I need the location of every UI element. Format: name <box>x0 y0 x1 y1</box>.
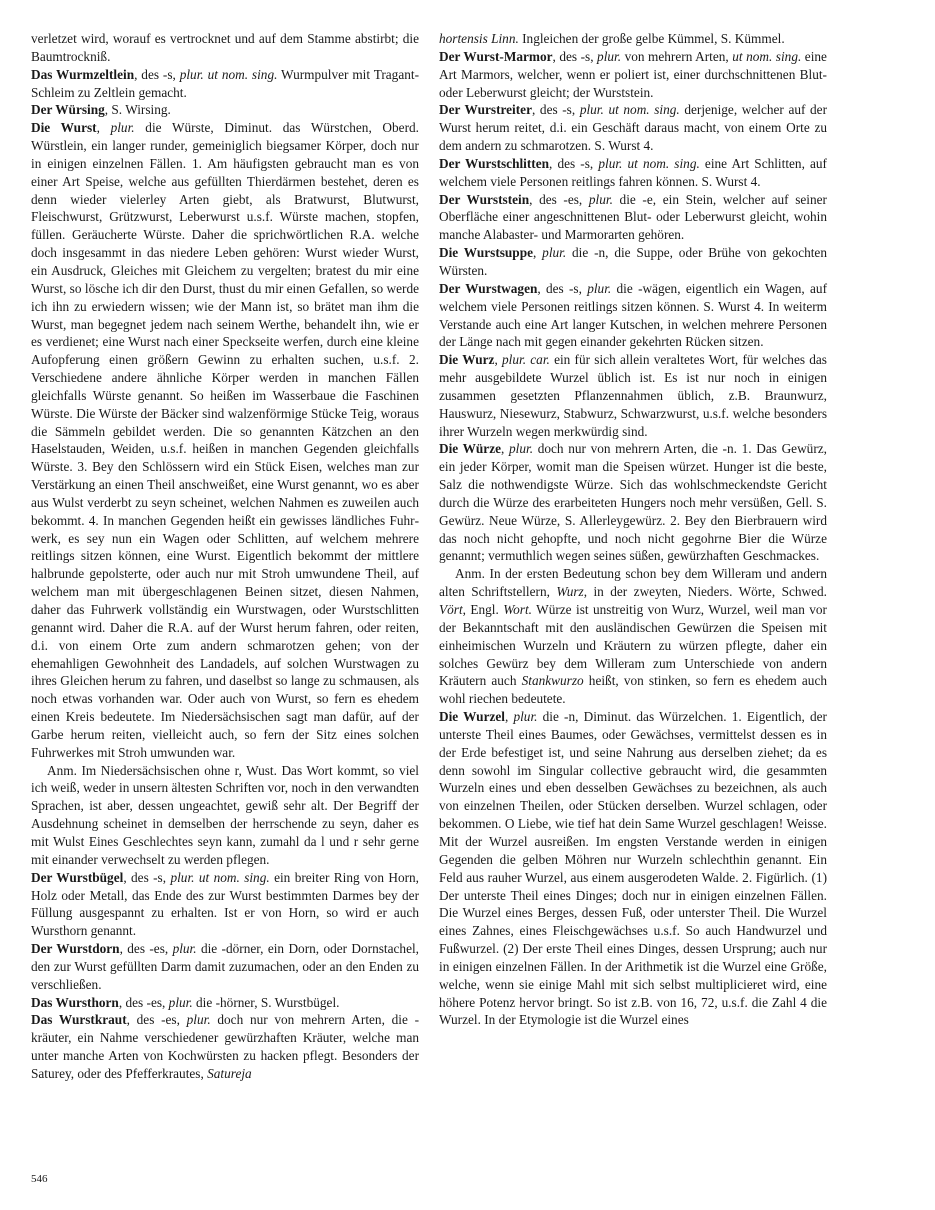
entry-headword: Das Wurmzeltlein <box>31 66 135 82</box>
dictionary-entry <box>31 869 419 940</box>
dictionary-entry <box>31 940 419 994</box>
italic-text: Vört <box>439 602 463 617</box>
entry-headword: Die Würze <box>439 441 502 457</box>
entry-text: die -n, die Suppe, oder Brühe von gekochten Würsten. <box>439 245 827 278</box>
entry-text: , des -es, <box>529 191 589 207</box>
italic-text: plur. ut nom. sing. <box>598 155 700 171</box>
dictionary-entry <box>31 119 419 761</box>
italic-text: plur. <box>597 48 622 64</box>
dictionary-entry <box>439 244 827 280</box>
italic-text: plur. <box>588 191 613 207</box>
entry-text: , Engl. <box>462 602 504 617</box>
entry-text: , S. Wirsing. <box>104 102 171 118</box>
entry-headword: Der Würsing <box>31 102 105 118</box>
entry-headword: Der Wurststein <box>439 191 530 207</box>
entry-headword: Die Wurstsuppe <box>439 245 534 261</box>
entry-text: , <box>533 245 543 261</box>
dictionary-entry <box>439 280 827 351</box>
dictionary-entry <box>31 101 419 119</box>
entry-headword: Der Wurstschlitten <box>439 155 550 171</box>
entry-text: die -wägen, eigentlich ein Wagen, auf welchem viele Personen reitlings sitzen können. S. Wurst 4. In weiterm Verstande auch eine Art langer Kutschen, in welchen mehrere Personen der Länge nach mit gegen einander gekehrten Rücken sitzen. <box>439 280 827 350</box>
entry-text: derjenige, welcher auf der Wurst herum reitet, d.i. ein Geschäft daraus macht, von einem Orte zu dem andern zu schmarotzen. S. Wurst 4. <box>439 102 828 154</box>
italic-text: plur. ut nom. sing. <box>170 869 270 885</box>
left-column <box>31 30 419 1083</box>
entry-text: , <box>494 352 503 368</box>
italic-text: plur. <box>587 280 612 296</box>
entry-text: , des -s, <box>134 66 180 82</box>
dictionary-entry <box>439 708 827 1029</box>
dictionary-entry <box>439 101 827 155</box>
dictionary-entry <box>439 30 827 48</box>
italic-text: plur. ut nom. sing. <box>179 66 278 82</box>
dictionary-entry <box>31 30 419 66</box>
dictionary-entry <box>439 155 827 191</box>
italic-text: Wort. <box>503 602 532 617</box>
entry-headword: Die Wurzel <box>439 709 505 725</box>
dictionary-entry <box>31 1011 419 1082</box>
entry-text: Anm. Im Niedersächsischen ohne r, Wust. Das Wort kommt, so viel ich weiß, weder in unsern ältesten Schriften vor, noch in den verwandten Sprachen, ist aber, dessen ungeachtet, gewiß sehr alt. Der Begriff der Ausdehnung scheinet in demselben der herrschende zu seyn, daher es mit Wulst Eines Geschlechtes seyn kann, zumahl da l und r sehr gerne mit einander verwechselt zu werden pflegen. <box>31 762 419 867</box>
entry-text: , des -s, <box>531 102 580 118</box>
entry-text: , des -s, <box>123 869 171 885</box>
entry-text: ein breiter Ring von Horn, Holz oder Metall, das Ende des zur Wurst bestimmten Darmes bey der Füllung ausgespannt zu erhalten. Ist er von Horn, so wird er auch Wursthorn genannt. <box>31 869 420 939</box>
entry-headword: Der Wurstdorn <box>31 941 120 957</box>
entry-text: eine Art Schlitten, auf welchem viele Personen reitlings fahren können. S. Wurst 4. <box>439 155 827 189</box>
italic-text: plur. <box>110 120 135 136</box>
dictionary-entry <box>31 994 419 1012</box>
entry-text: von mehrern Arten, <box>621 48 733 64</box>
entry-text: , des -s, <box>552 48 598 64</box>
italic-text: plur. <box>542 245 567 261</box>
entry-text: eine Art Marmors, welcher, wenn er poliert ist, einer durchschnittenen Blut- oder Leberwurst gleicht; der Wurststein. <box>439 48 827 100</box>
dictionary-entry <box>439 191 827 245</box>
entry-text: die -n, Diminut. das Würzelchen. 1. Eigentlich, der unterste Theil eines Baumes, oder Gewächses, vermittelst dessen es in der Erde befestiget ist, und seine Nahrung aus derselben ziehet; da es denn sowohl im Singular collective gebraucht wird, die gesammten Wurzeln eines und eben desselben Gewächses zu bezeichnen, als auch von einzelnen Theilen, oder Stücken derselben. Wurzel schlagen, oder bekommen. O Liebe, wie tief hat dein Same Wurzel geschlagen! Weisse. Mit der Wurzel ausreißen. Im engsten Verstande werden in einigen Gegenden die gelben Möhren nur Wurzeln schlechthin genannt. Ein Feld aus rauher Wurzel, aus einem ausgerodeten Walde. 2. Figürlich. (1) Der unterste Theil eines Dinges; doch nur in einigen einzelnen Fällen. Die Wurzel eines Berges, dessen Fuß, oder unterster Theil. Die Wurzel eines Zahnes, eines Fleischgewächses u.s.f. So auch Handwurzel und Fußwurzel. (2) Der erste Theil eines Dinges, dessen Ursprung; auch nur in einigen einzelnen Fällen. In der Arithmetik ist die Wurzel eine Größe, welche, wenn sie einige Mahl mit sich selbst multiplicieret wird, eine höhere Potenz hervor bringt. So ist z.B. von 16, 72, u.s.f. die Zahl 4 die Wurzel. In der Etymologie ist die Wurzel eines <box>439 709 827 1028</box>
italic-text: plur. <box>168 994 193 1010</box>
entry-headword: Der Wurstwagen <box>439 280 538 296</box>
entry-text: , des -s, <box>537 280 588 296</box>
italic-text: plur. car. <box>502 352 550 368</box>
dictionary-entry <box>439 48 827 102</box>
entry-headword: Das Wurstkraut <box>31 1012 127 1028</box>
entry-text: , <box>501 441 509 457</box>
entry-text: die -dörner, ein Dorn, oder Dornstachel, den zur Wurst gefüllten Darm damit zuzumachen, oder an den Enden zu verschließen. <box>31 941 420 992</box>
entry-text: ein für sich allein veraltetes Wort, für welches das mehr ausgebildete Wurzel üblich ist. Es ist nur noch in einigen zusammen gesetzten Pflanzennahmen üblich, z.B. Braunwurz, Hauswurz, Niesewurz, Stabwurz, Schwarzwurst, u.s.f. welche besonders ihrer Wurzeln wegen merkwürdig sind. <box>439 352 827 439</box>
entry-text: die -hörner, S. Wurstbügel. <box>192 994 340 1010</box>
dictionary-entry <box>31 66 419 102</box>
entry-text: doch nur von mehrern Arten, die -n. 1. Das Gewürz, ein jeder Körper, womit man die Speisen würzet. Hunger ist die beste, Salz die nothwendigste Würze. Sich das wohlschmeckendste Gericht durch die Würze des erarbeiteten Hungers noch mehr versüßen, Gell. S. Gewürz. Neue Würze, S. Allerleygewürz. 2. Bey den Bierbrauern wird das noch nicht gehopfte, und noch nicht gegohrne Bier die Würze genannt; vermuthlich wegen seines süßen, gewürzhaften Geschmackes. <box>439 441 827 564</box>
italic-text: ut nom. sing. <box>732 48 802 64</box>
entry-headword: Das Wursthorn <box>31 994 119 1010</box>
italic-text: Wurz <box>556 584 584 600</box>
italic-text: plur. <box>186 1012 211 1028</box>
entry-headword: Die Wurst <box>31 120 97 136</box>
annotation-paragraph <box>31 762 419 869</box>
italic-text: Stankwurzo <box>521 673 584 689</box>
dictionary-entry <box>439 351 827 440</box>
entry-headword: Der Wurstbügel <box>31 869 124 885</box>
entry-text: verletzet wird, worauf es vertrocknet und auf dem Stamme abstirbt; die Baumtrockniß. <box>31 31 419 64</box>
page-number: 546 <box>31 1173 48 1185</box>
entry-text: doch nur von mehrern Arten, die -kräuter, ein Nahme verschiedener gewürzhaften Kräuter, welche man unter manche Arten von Kochwürsten zu hacken pflegt. Besonders der Saturey, oder des Pfefferkrautes, <box>31 1012 420 1081</box>
entry-text: heißt, von stinken, so fern es ehedem auch wohl riechen bedeutete. <box>439 673 827 707</box>
right-column <box>439 30 827 1029</box>
entry-text: , in der zweyten, Nieders. Wörte, Schwed. <box>583 584 827 600</box>
entry-text: , des -s, <box>549 155 599 171</box>
entry-text: , <box>504 709 514 725</box>
entry-headword: Der Wurst-Marmor <box>439 48 553 64</box>
entry-text: , des -es, <box>126 1012 187 1028</box>
entry-text: die -e, ein Stein, welcher auf seiner Oberfläche einer angeschnittenen Blut- oder Leberwurst gleicht, wohin manche Alabaster- und Marmorarten gehören. <box>439 191 827 243</box>
entry-text: , des -es, <box>119 941 173 957</box>
italic-text: hortensis Linn. <box>439 31 519 46</box>
entry-text: Wurmpulver mit Tragant-Schleim zu Zeltlein gemacht. <box>31 66 420 100</box>
italic-text: plur. <box>509 441 534 457</box>
entry-text: die Würste, Diminut. das Würstchen, Oberd. Würstlein, ein langer runder, gemeiniglich biegsamer Körper, doch nur in einigen einzelnen Fällen. 1. Am häufigsten gebraucht man es von einer Art Speise, welche aus gefüllten Thierdärmen bestehet, deren es denn wieder vielerley Arten giebt, als Bratwurst, Blutwurst, Fleischwurst, Grützwurst, Leberwurst u.s.f. Würste machen, stopfen, füllen. Geräucherte Würste. Daher die sprichwörtlichen R.A. welche doch insgesammt in das niedere Leben gehören: Wurst wieder Wurst, ein Ausdruck, Gleiches mit Gleichem zu vergelten; bratest du mir eine Wurst, so lösche ich dir den Durst, thust du mir einen Gefallen, so werde ich ihn zu erwiedern wissen; wie der Mann ist, so brätet man ihm die Wurst, man begegnet jedem nach seinem Werthe, behandelt ihn, wie er es verdienet; eine Wurst nach einer Speckseite werfen, durch eine kleine Aufopferung einen größern Gewinn zu erhalten suchen, u.s.f. 2. Verschiedene andere ähnliche Körper werden in manchen Fällen gleichfalls Würste genannt. So heißen im Wasserbaue die Faschinen Würste. Die Würste der Bäcker sind walzenförmige Stücke Teig, woraus die Sämmeln gebildet werden. Die so genannten Kätzchen an den Haselstauden, Weiden, u.s.f. heißen in manchen Gegenden gleichfalls Würste. 3. Bey den Schlössern wird ein Stück Eisen, welches man zur Verstärkung an einen Theil anschweißet, eine Wurst genannt, wo es aber aus Wulst verderbt zu seyn scheinet, welchen Nahmen es zuweilen auch bekommt. 4. In manchen Gegenden heißt ein gewisses ländliches Fuhrwerk, es sey nun ein Wagen oder Schlitten, auf welchem mehrere reitlings sitzen können, eine Wurst. Eigentlich bekommt der mittlere halbrunde gepolsterte, oder auch nur mit Stroh umwundene Theil, auf welchem man mit übergeschlagenen Beinen sitzet, diesen Nahmen, daher das Fuhrwerk vollständig ein Wurstwagen, oder Wurstschlitten genannt wird. Daher die R.A. auf der Wurst herum fahren, oder reiten, d.i. von einem Orte zum andern schmarotzen gehen; von der ehemahligen Gewohnheit des Landadels, auf solchen Wurstwagen zu ihres Gleichen herum zu fahren, und daselbst so lange zu schmausen, als noch etwas vorhanden war. Oder auch von Wurst, so fern es ehedem einen Kreis bedeutete. Im Niedersächsischen sagt man dafür, auf der Garbe herum reiten, vielleicht auch, so fern der Sitz eines solchen Fuhrwerkes mit Stroh umwunden war. <box>31 120 419 760</box>
italic-text: Satureja <box>207 1065 252 1081</box>
entry-text: Würze ist unstreitig von Wurz, Wurzel, weil man vor der Bekanntschaft mit den ausländischen Gewürzen die Speisen mit einheimischen Wurzeln und Kräutern zu würzen pflegte, daher ein solches Gewürz bey dem Willeram zum Unterschiede von andern Kräutern auch <box>439 602 827 689</box>
entry-text: Ingleichen der große gelbe Kümmel, S. Kümmel. <box>518 31 785 46</box>
entry-headword: Die Wurz <box>439 352 495 368</box>
italic-text: plur. <box>513 709 538 725</box>
italic-text: plur. ut nom. sing. <box>579 102 680 118</box>
italic-text: plur. <box>172 941 197 957</box>
entry-text: Anm. In der ersten Bedeutung schon bey dem Willeram und andern alten Schriftstellern, <box>439 566 827 600</box>
entry-text: , <box>96 120 111 136</box>
annotation-paragraph <box>439 565 827 708</box>
entry-headword: Der Wurstreiter <box>439 102 532 118</box>
entry-text: , des -es, <box>118 994 169 1010</box>
dictionary-entry <box>439 440 827 565</box>
